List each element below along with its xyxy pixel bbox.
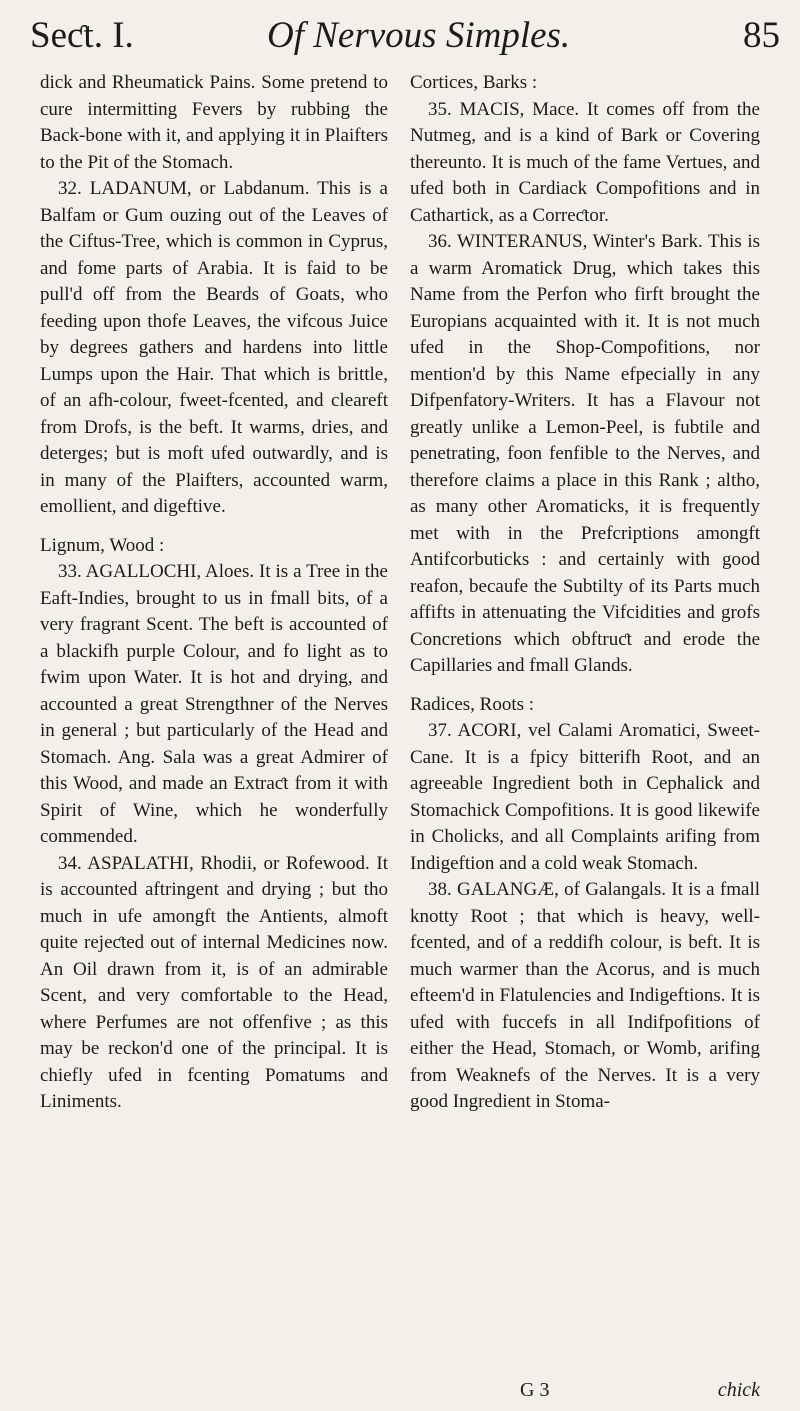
section-heading-radices: Radices, Roots :	[410, 693, 535, 715]
page-number: 85	[743, 15, 780, 56]
section-heading-cortices: Cortices, Barks :	[410, 72, 538, 93]
catchword: chick	[717, 1379, 760, 1401]
section-label: Seƈt. I.	[30, 15, 134, 56]
right-column	[410, 70, 760, 1116]
entry-ladanum: 32. LADANUM, or Labdanum. This is a Balfam or Gum ouzing out of the Leaves of the Ciftus-Tree, which is common in Cyprus, and fome parts of Arabia. It is faid to be pull'd off from the Beards of Goats, who feeding upon thofe Leaves, the vifcous Juice by degrees gathers and hardens into little Lumps upon the Hair. That which is brittle, of an afh-colour, fweet-fcented, and cleareft from Drofs, is the beft. It warms, dries, and deterges; but is moft ufed outwardly, and is in many of the Plaifters, accounted warm, emollient, and digeftive.	[40, 178, 388, 517]
entry-macis: 35. MACIS, Mace. It comes off from the Nutmeg, and is a kind of Bark or Covering thereunto. It is much of the fame Vertues, and ufed both in Cardiack Compofitions and in Cathartick, as a Correƈtor.	[410, 98, 760, 226]
paragraph-continuation: dick and Rheumatick Pains. Some pretend to cure intermitting Fevers by rubbing the Back-bone with it, and applying it in Plaifters to the Pit of the Stomach.	[40, 72, 388, 173]
entry-agallochi: 33. AGALLOCHI, Aloes. It is a Tree in the Eaft-Indies, brought to us in fmall bits, of a very fragrant Scent. The beft is accounted of a blackifh purple Colour, and fo light as to fwim upon Water. It is hot and drying, and accounted a great Strengthner of the Nerves in general ; but particularly of the Head and Stomach. Ang. Sala was a great Admirer of this Wood, and made an Extraƈt from it with Spirit of Wine, which he wonderfully commended.	[40, 561, 388, 847]
signature-mark: G 3	[520, 1379, 550, 1401]
entry-galangae: 38. GALANGÆ, of Galangals. It is a fmall knotty Root ; that which is heavy, well-fcented, and of a reddifh colour, is beft. It is much warmer than the Acorus, and is much efteem'd in Flatulencies and Indigeftions. It is ufed with fuccefs in all Indifpofitions of either the Head, Stomach, or Womb, arifing from Weaknefs of the Nerves. It is a very good Ingredient in Stoma-	[410, 879, 760, 1112]
entry-acori: 37. ACORI, vel Calami Aromatici, Sweet-Cane. It is a fpicy bitterifh Root, and an agreeable Ingredient both in Cephalick and Stomachick Compofitions. It is good likewife in Cholicks, and all Complaints arifing from Indigeftion and a cold weak Stomach.	[410, 720, 760, 874]
page-footer	[520, 1376, 760, 1404]
running-title: Of Nervous Simples.	[267, 15, 571, 56]
section-heading-lignum: Lignum, Wood :	[40, 534, 165, 556]
running-header	[30, 12, 780, 60]
entry-aspalathi: 34. ASPALATHI, Rhodii, or Rofewood. It is accounted aftringent and drying ; but tho much in ufe amongft the Antients, almoft quite rejeƈted out of internal Medicines now. An Oil drawn from it, is of an admirable Scent, and very comfortable to the Head, where Perfumes are not offenfive ; as this may be reckon'd one of the principal. It is chiefly ufed in fcenting Pomatums and Liniments.	[40, 852, 388, 1112]
left-column	[40, 70, 388, 1116]
entry-winteranus: 36. WINTERANUS, Winter's Bark. This is a warm Aromatick Drug, which takes this Name from the Perfon who firft brought the Europians acquainted with it. It is not much ufed in the Shop-Compofitions, nor mention'd by this Name efpecially in any Difpenfatory-Writers. It has a Flavour not greatly unlike a Lemon-Peel, is fubtile and penetrating, foon fenfible to the Nerves, and therefore claims a place in this Rank ; altho, as many other Aromaticks, it is frequently met with in the Prefcriptions amongft Antifcorbuticks : and certainly with good reafon, becaufe the Subtilty of its Parts much affifts in attenuating the Vifcidities and grofs Concretions which obftruƈt and erode the Capillaries and fmall Glands.	[410, 231, 760, 676]
